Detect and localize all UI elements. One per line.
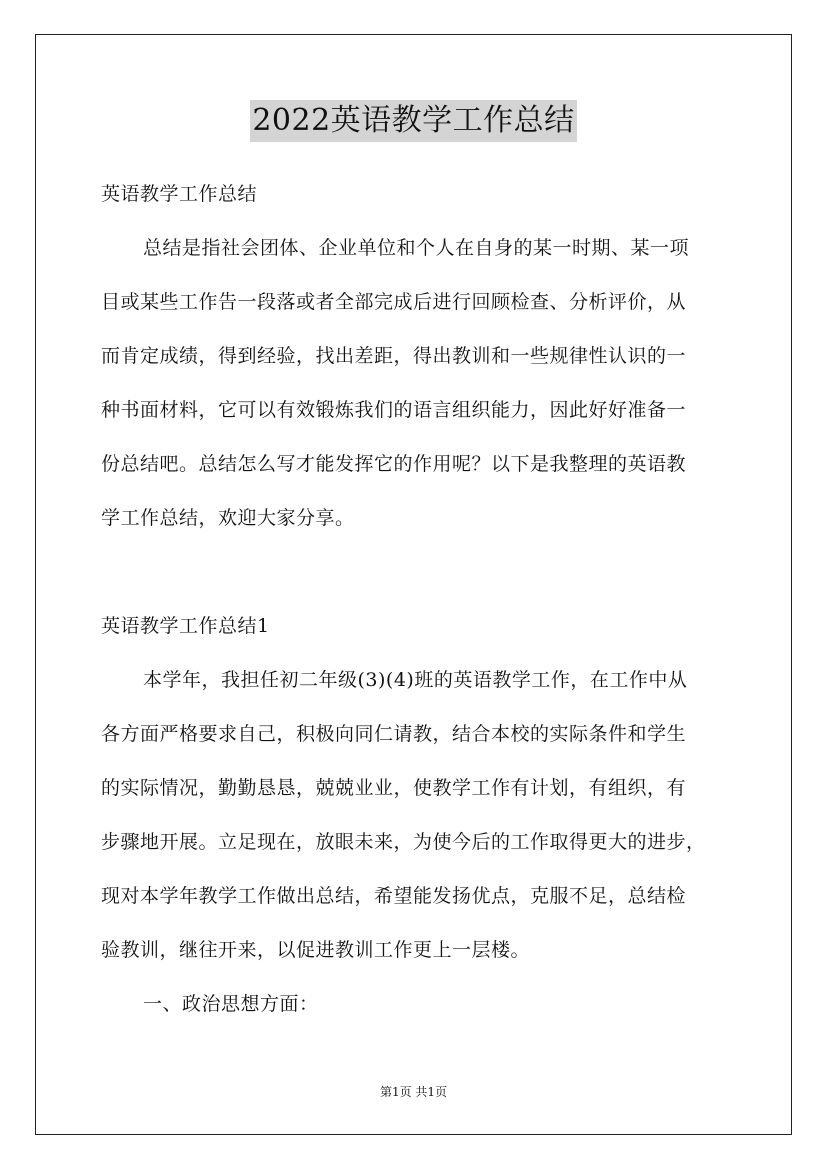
section-line-5: 现对本学年教学工作做出总结，希望能发扬优点，克服不足，总结检 — [101, 885, 687, 907]
title-container — [0, 100, 827, 142]
intro-line-6: 学工作总结，欢迎大家分享。 — [101, 507, 355, 529]
section-line-2: 各方面严格要求自己，积极向同仁请教，结合本校的实际条件和学生 — [101, 723, 687, 745]
page-footer: 第1页 共1页 — [379, 1085, 448, 1099]
section-heading: 英语教学工作总结1 — [101, 615, 270, 637]
document-title: 2022英语教学工作总结 — [250, 100, 576, 142]
intro-line-2: 目或某些工作告一段落或者全部完成后进行回顾检查、分析评价，从 — [101, 291, 687, 313]
subheading-politics: 一、政治思想方面： — [143, 993, 319, 1015]
section-line-3: 的实际情况，勤勤恳恳，兢兢业业，使教学工作有计划，有组织，有 — [101, 777, 687, 799]
intro-line-3: 而肯定成绩，得到经验，找出差距，得出教训和一些规律性认识的一 — [101, 345, 687, 367]
intro-line-4: 种书面材料，它可以有效锻炼我们的语言组织能力，因此好好准备一 — [101, 399, 687, 421]
intro-line-1: 总结是指社会团体、企业单位和个人在自身的某一时期、某一项 — [143, 237, 690, 259]
document-subtitle: 英语教学工作总结 — [101, 183, 258, 205]
intro-line-5: 份总结吧。总结怎么写才能发挥它的作用呢？以下是我整理的英语教 — [101, 453, 687, 475]
section-line-4: 步骤地开展。立足现在，放眼未来，为使今后的工作取得更大的进步， — [101, 831, 706, 853]
section-line-1: 本学年，我担任初二年级(3)(4)班的英语教学工作，在工作中从 — [143, 669, 688, 691]
section-line-6: 验教训，继往开来，以促进教训工作更上一层楼。 — [101, 939, 531, 961]
